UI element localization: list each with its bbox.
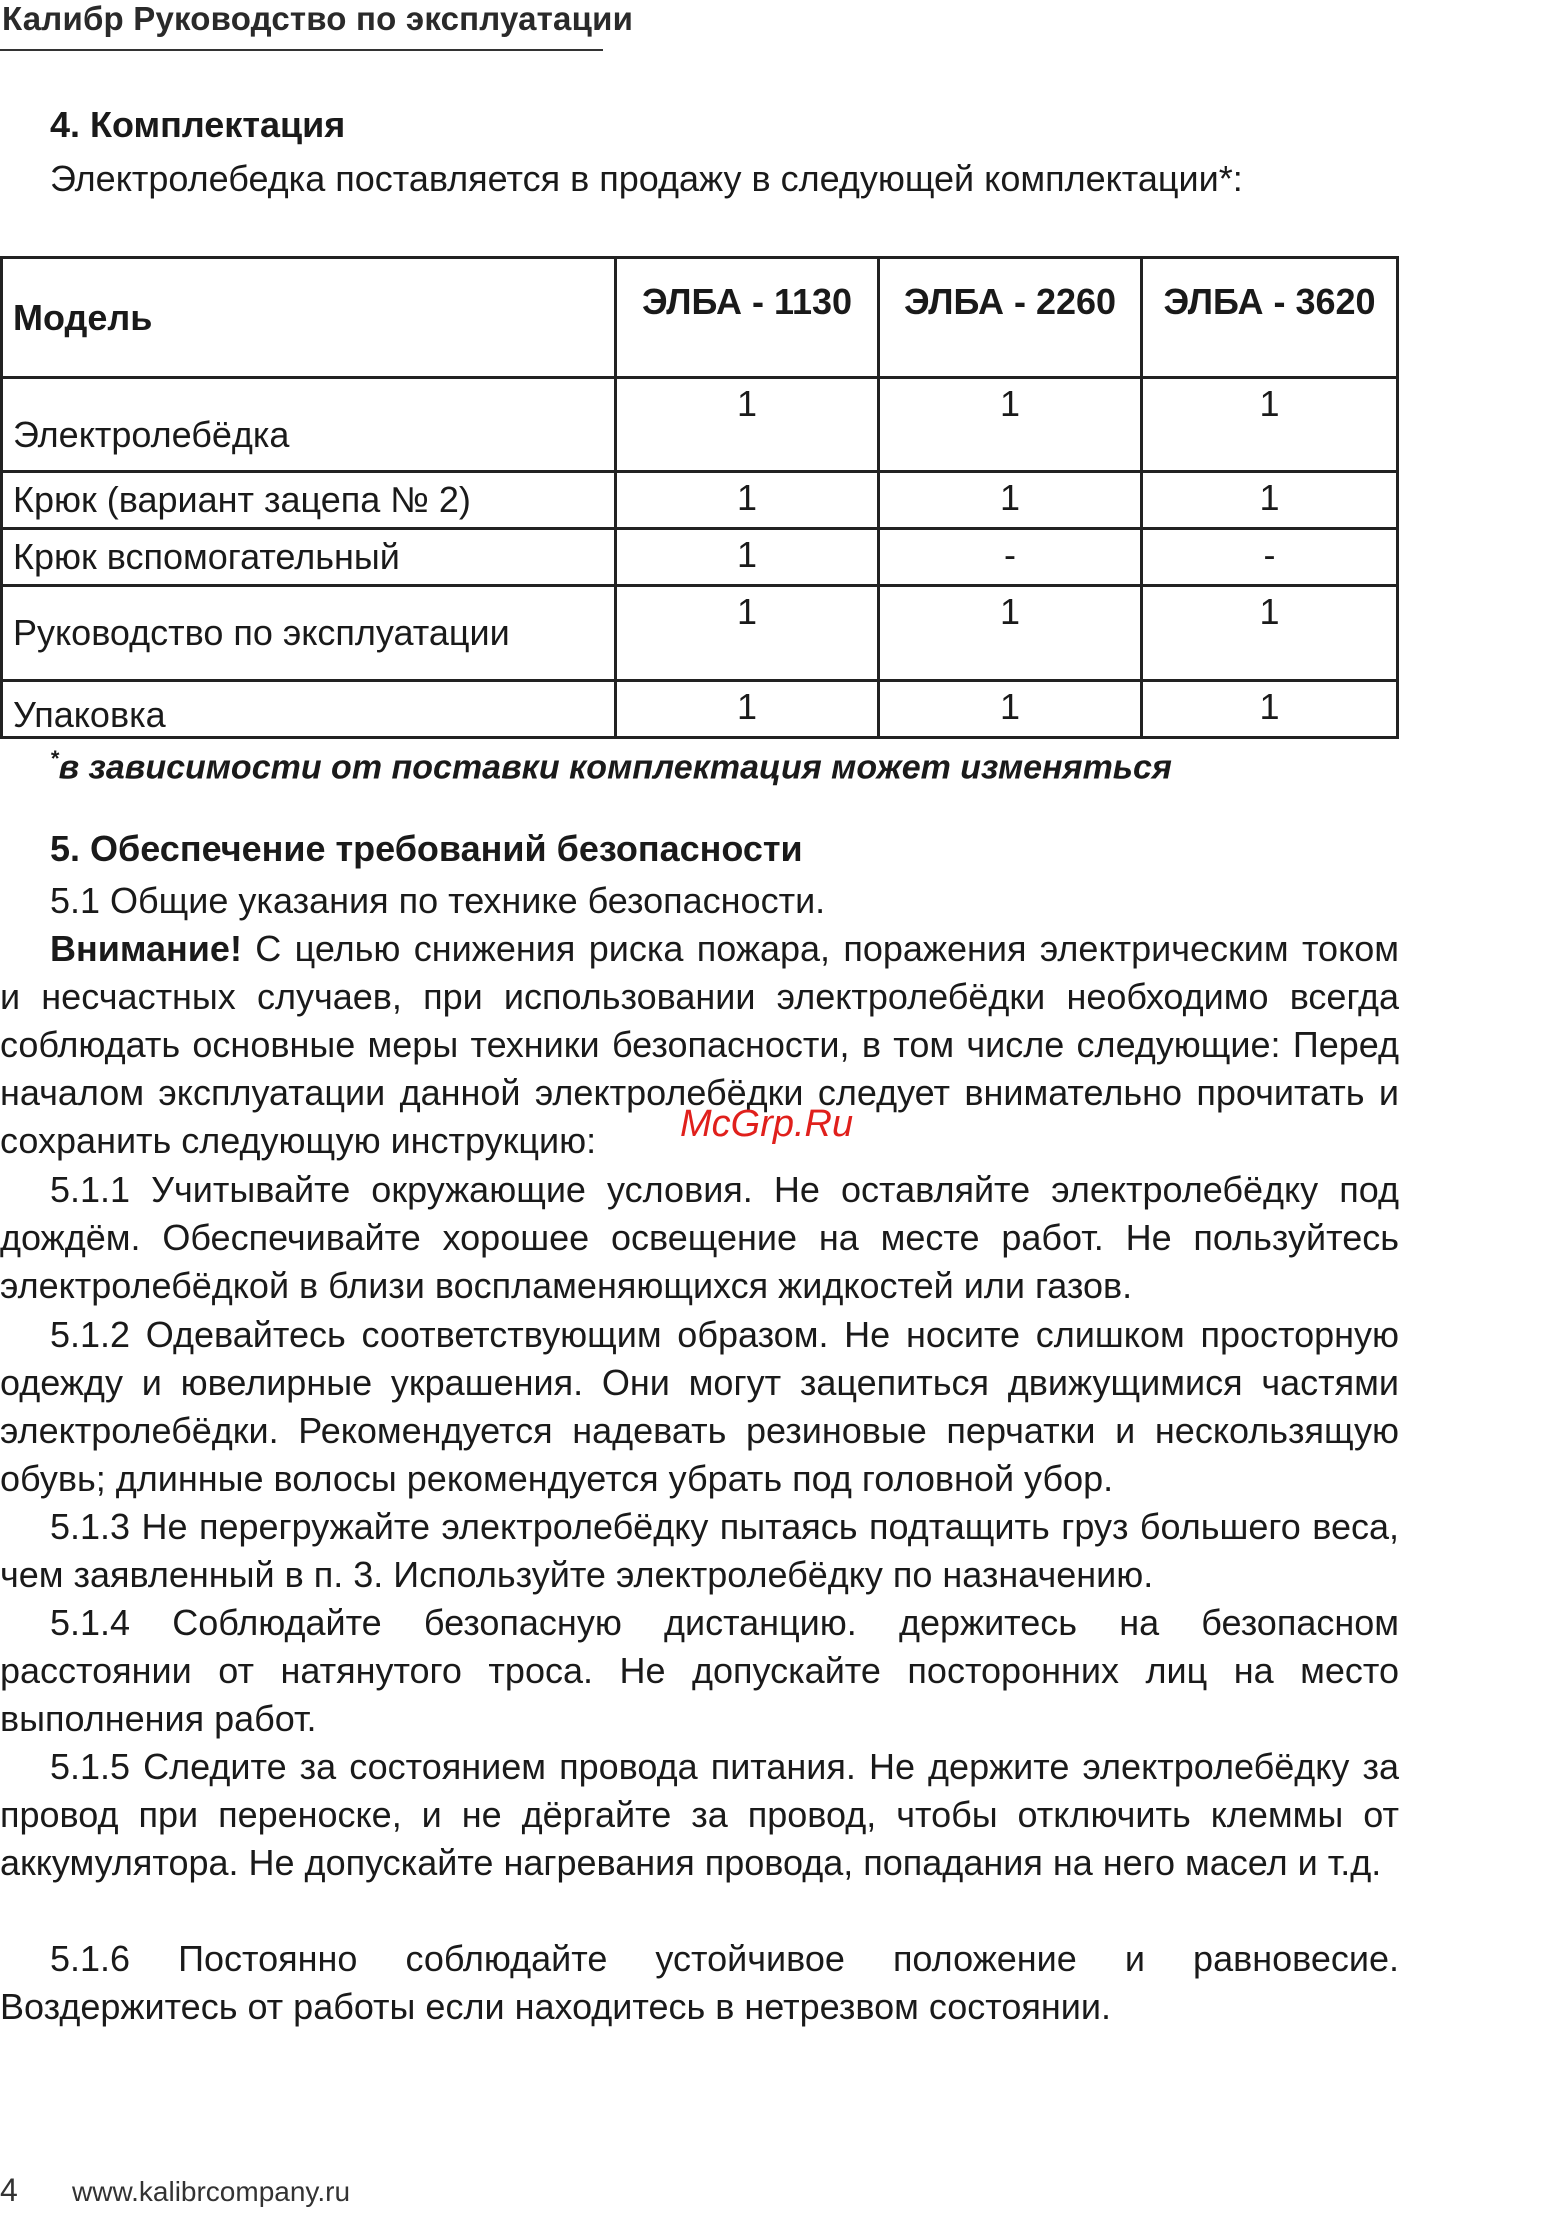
paragraph-5-1-4 bbox=[0, 1599, 1399, 1743]
table-row bbox=[2, 378, 1398, 472]
table-header-cell: ЭЛБА - 2260 bbox=[879, 258, 1142, 378]
header-rule bbox=[0, 49, 603, 51]
paragraph-text: 5.1.1 Учитывайте окружающие условия. Не оставляйте электролебёдку под дождём. Обеспечивайте хорошее освещение на месте работ. Не пользуйтесь электролебёдкой в близи воспламеняющихся жидкостей или газов. bbox=[0, 1169, 1399, 1306]
table-cell-item: Электролебёдка bbox=[2, 378, 616, 472]
paragraph-5-1-2 bbox=[0, 1311, 1399, 1503]
table-cell-item: Упаковка bbox=[2, 681, 616, 738]
paragraph-text: 5.1.2 Одевайтесь соответствующим образом. Не носите слишком просторную одежду и ювелирные украшения. Они могут зацепиться движущимися частями электролебёдки. Рекомендуется надевать резиновые перчатки и нескользящую обувь; длинные волосы рекомендуется убрать под головной убор. bbox=[0, 1314, 1399, 1499]
table-row bbox=[2, 681, 1398, 738]
section-4-title: 4. Комплектация bbox=[50, 104, 346, 145]
warning-text: С целью снижения риска пожара, поражения электрическим током и несчастных случаев, при использовании электролебёдки необходимо всегда соблюдать основные меры техники безопасности, в том числе следующие: Перед началом эксплуатации данной электролебёдки следует внимательно прочитать и сохранить следующую инструкцию: bbox=[0, 928, 1399, 1161]
table-cell-value: 1 bbox=[1142, 472, 1398, 529]
watermark: McGrp.Ru bbox=[680, 1103, 854, 1145]
table-cell-item: Крюк (вариант зацепа № 2) bbox=[2, 472, 616, 529]
table-cell-value: 1 bbox=[616, 586, 879, 681]
footer-site-link[interactable]: www.kalibrcompany.ru bbox=[72, 2176, 351, 2207]
page-number: 4 bbox=[0, 2172, 18, 2208]
table-cell-value: - bbox=[879, 529, 1142, 586]
equipment-table bbox=[0, 256, 1399, 739]
paragraph-5-1-3 bbox=[0, 1503, 1399, 1599]
footnote bbox=[50, 746, 1172, 787]
table-cell-value: 1 bbox=[879, 681, 1142, 738]
header-title: Калибр Руководство по эксплуатации bbox=[2, 0, 634, 37]
table-cell-value: - bbox=[1142, 529, 1398, 586]
table-header-cell: Модель bbox=[2, 258, 616, 378]
section-4-intro: Электролебедка поставляется в продажу в следующей комплектации*: bbox=[50, 158, 1243, 199]
footnote-text: в зависимости от поставки комплектация может изменяться bbox=[58, 748, 1172, 787]
paragraph-5-1-5 bbox=[0, 1743, 1399, 1887]
table-cell-value: 1 bbox=[1142, 586, 1398, 681]
section-5-1-heading: 5.1 Общие указания по технике безопасности. bbox=[50, 880, 826, 921]
table-cell-value: 1 bbox=[879, 472, 1142, 529]
footnote-mark: * bbox=[50, 746, 59, 771]
table-cell-value: 1 bbox=[616, 378, 879, 472]
table-cell-value: 1 bbox=[879, 378, 1142, 472]
paragraph-5-1-6 bbox=[0, 1935, 1399, 2031]
table-cell-value: 1 bbox=[616, 472, 879, 529]
table-cell-value: 1 bbox=[1142, 378, 1398, 472]
paragraph-5-1-1 bbox=[0, 1166, 1399, 1310]
warning-label: Внимание! bbox=[50, 928, 242, 969]
paragraph-text: 5.1.4 Соблюдайте безопасную дистанцию. держитесь на безопасном расстоянии от натянутого троса. Не допускайте посторонних лиц на место выполнения работ. bbox=[0, 1602, 1399, 1739]
table-row bbox=[2, 472, 1398, 529]
section-5-title: 5. Обеспечение требований безопасности bbox=[50, 828, 803, 869]
table-cell-value: 1 bbox=[1142, 681, 1398, 738]
table-header-row bbox=[2, 258, 1398, 378]
table-header-cell: ЭЛБА - 3620 bbox=[1142, 258, 1398, 378]
paragraph-text: 5.1.3 Не перегружайте электролебёдку пытаясь подтащить груз большего веса, чем заявленный в п. 3. Используйте электролебёдку по назначению. bbox=[0, 1506, 1399, 1595]
paragraph-text: 5.1.6 Постоянно соблюдайте устойчивое положение и равновесие. Воздержитесь от работы если находитесь в нетрезвом состоянии. bbox=[0, 1938, 1399, 2027]
paragraph-text: 5.1.5 Следите за состоянием провода питания. Не держите электролебёдку за провод при переноске, и не дёргайте за провод, чтобы отключить клеммы от аккумулятора. Не допускайте нагревания провода, попадания на него масел и т.д. bbox=[0, 1746, 1399, 1883]
table-cell-value: 1 bbox=[616, 529, 879, 586]
table-header-cell: ЭЛБА - 1130 bbox=[616, 258, 879, 378]
table-cell-value: 1 bbox=[879, 586, 1142, 681]
table-cell-item: Руководство по эксплуатации bbox=[2, 586, 616, 681]
table-row bbox=[2, 529, 1398, 586]
table-row bbox=[2, 586, 1398, 681]
table-cell-item: Крюк вспомогательный bbox=[2, 529, 616, 586]
table-cell-value: 1 bbox=[616, 681, 879, 738]
